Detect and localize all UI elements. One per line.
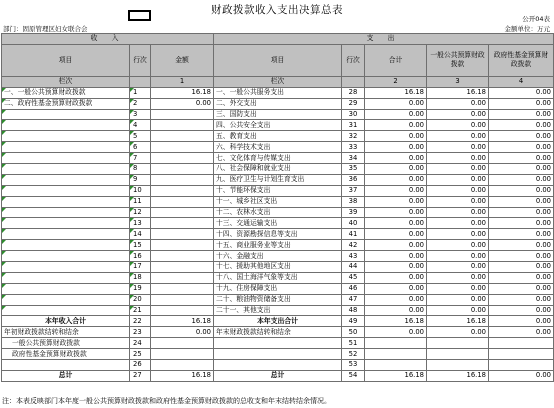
income-rowno-cell[interactable]: 26: [130, 360, 151, 371]
total-cell[interactable]: 0.00: [365, 327, 427, 338]
general-budget-cell[interactable]: 0.00: [427, 196, 489, 207]
expense-item-cell[interactable]: 二十一、其他支出: [214, 305, 342, 316]
expense-section-header: 支 出: [214, 34, 554, 45]
table-row: [2, 251, 554, 262]
expense-rowno-cell[interactable]: 36: [342, 174, 365, 185]
total-cell[interactable]: 16.18: [365, 370, 427, 381]
lanci-col2: 2: [365, 76, 427, 87]
total-cell[interactable]: 0.00: [365, 185, 427, 196]
expense-rowno-cell[interactable]: 48: [342, 305, 365, 316]
total-cell[interactable]: 16.18: [365, 87, 427, 98]
total-cell[interactable]: 0.00: [365, 240, 427, 251]
fund-budget-header: 政府性基金预算财政拨款: [489, 44, 554, 76]
expense-item-header: 项目: [214, 44, 342, 76]
expense-rowno-cell[interactable]: 34: [342, 153, 365, 164]
selected-cell[interactable]: [128, 10, 151, 21]
year-expense-total-label[interactable]: 本年支出合计: [214, 316, 342, 327]
expense-item-cell[interactable]: 十五、商业服务业等支出: [214, 240, 342, 251]
fund-budget-cell[interactable]: 0.00: [489, 283, 554, 294]
total-cell[interactable]: 0.00: [365, 164, 427, 175]
expense-item-cell[interactable]: [214, 338, 342, 349]
general-budget-cell[interactable]: 0.00: [427, 251, 489, 262]
income-rowno-cell[interactable]: 5: [130, 131, 151, 142]
expense-rowno-cell[interactable]: 32: [342, 131, 365, 142]
fund-budget-cell[interactable]: 0.00: [489, 370, 554, 381]
expense-rowno-cell[interactable]: 51: [342, 338, 365, 349]
total-cell[interactable]: [365, 349, 427, 360]
general-budget-cell[interactable]: [427, 338, 489, 349]
income-item-cell[interactable]: 一、一般公共预算财政拨款: [2, 87, 130, 98]
expense-item-cell[interactable]: 十三、交通运输支出: [214, 218, 342, 229]
income-amount-cell[interactable]: [151, 185, 214, 196]
income-rowno-cell[interactable]: 7: [130, 153, 151, 164]
footnote: 注：本表反映部门本年度一般公共预算财政拨款和政府性基金预算财政拨款的总收支和年末结转结余情况。: [2, 397, 331, 405]
income-rowno-cell[interactable]: 25: [130, 349, 151, 360]
income-rowno-cell[interactable]: 11: [130, 196, 151, 207]
general-budget-cell[interactable]: 0.00: [427, 120, 489, 131]
income-item-cell[interactable]: [2, 262, 130, 273]
total-cell[interactable]: 0.00: [365, 283, 427, 294]
general-budget-cell[interactable]: 0.00: [427, 305, 489, 316]
total-cell[interactable]: 0.00: [365, 305, 427, 316]
total-cell[interactable]: 0.00: [365, 196, 427, 207]
table-row: [2, 262, 554, 273]
expense-rowno-cell[interactable]: 42: [342, 240, 365, 251]
total-cell[interactable]: 0.00: [365, 272, 427, 283]
fund-budget-cell[interactable]: 0.00: [489, 207, 554, 218]
income-item-cell[interactable]: [2, 305, 130, 316]
expense-item-cell[interactable]: [214, 360, 342, 371]
expense-rowno-cell[interactable]: 39: [342, 207, 365, 218]
lanci-label-left: 栏次: [2, 76, 130, 87]
general-budget-cell[interactable]: 0.00: [427, 229, 489, 240]
table-row: [2, 360, 554, 371]
expense-rowno-cell[interactable]: 31: [342, 120, 365, 131]
income-item-cell[interactable]: [2, 185, 130, 196]
lanci-col1: 1: [151, 76, 214, 87]
fund-budget-cell[interactable]: 0.00: [489, 196, 554, 207]
fund-budget-cell[interactable]: 0.00: [489, 142, 554, 153]
table-row: [2, 218, 554, 229]
income-amount-cell[interactable]: [151, 120, 214, 131]
income-item-cell[interactable]: 二、政府性基金预算财政拨款: [2, 98, 130, 109]
fund-budget-cell[interactable]: 0.00: [489, 120, 554, 131]
table-body: [2, 34, 554, 382]
expense-rowno-cell[interactable]: 40: [342, 218, 365, 229]
table-row: [2, 196, 554, 207]
income-rowno-cell[interactable]: 21: [130, 305, 151, 316]
income-amount-cell[interactable]: [151, 109, 214, 120]
total-cell[interactable]: 0.00: [365, 262, 427, 273]
lanci-cell: [130, 76, 151, 87]
general-budget-cell[interactable]: 16.18: [427, 87, 489, 98]
general-budget-cell[interactable]: 16.18: [427, 316, 489, 327]
general-budget-cell[interactable]: 0.00: [427, 240, 489, 251]
general-budget-cell[interactable]: [427, 349, 489, 360]
expense-item-cell[interactable]: 四、公共安全支出: [214, 120, 342, 131]
expense-item-cell[interactable]: 十一、城乡社区支出: [214, 196, 342, 207]
page-title: 财政拨款收入支出决算总表: [211, 4, 343, 16]
income-item-cell[interactable]: [2, 251, 130, 262]
expense-item-cell[interactable]: 十、节能环保支出: [214, 185, 342, 196]
opening-balance-label[interactable]: 年初财政拨款结转和结余: [2, 327, 130, 338]
income-item-cell[interactable]: [2, 120, 130, 131]
total-cell[interactable]: 0.00: [365, 120, 427, 131]
general-budget-cell[interactable]: 0.00: [427, 174, 489, 185]
table-row: [2, 327, 554, 338]
general-budget-cell[interactable]: 0.00: [427, 262, 489, 273]
general-budget-cell[interactable]: 0.00: [427, 153, 489, 164]
income-amount-cell[interactable]: 0.00: [151, 98, 214, 109]
expense-item-cell[interactable]: 十九、住房保障支出: [214, 283, 342, 294]
fund-budget-cell[interactable]: 0.00: [489, 87, 554, 98]
column-header-row: [2, 44, 554, 76]
table-row: [2, 349, 554, 360]
income-rowno-cell[interactable]: 1: [130, 87, 151, 98]
expense-item-cell[interactable]: 十四、资源勘探信息等支出: [214, 229, 342, 240]
table-row: [2, 164, 554, 175]
expense-rowno-cell[interactable]: 52: [342, 349, 365, 360]
total-cell[interactable]: 0.00: [365, 131, 427, 142]
income-rowno-cell[interactable]: 13: [130, 218, 151, 229]
unit-label: 金额单位：万元: [504, 25, 550, 33]
fund-budget-cell[interactable]: 0.00: [489, 251, 554, 262]
expense-rowno-cell[interactable]: 33: [342, 142, 365, 153]
general-budget-cell[interactable]: 0.00: [427, 272, 489, 283]
total-cell[interactable]: [365, 360, 427, 371]
expense-rowno-cell[interactable]: 44: [342, 262, 365, 273]
income-item-cell[interactable]: [2, 164, 130, 175]
table-row: [2, 370, 554, 381]
table-row: [2, 338, 554, 349]
income-amount-cell[interactable]: [151, 272, 214, 283]
expense-rowno-cell[interactable]: 50: [342, 327, 365, 338]
total-cell[interactable]: 0.00: [365, 153, 427, 164]
total-header: 合计: [365, 44, 427, 76]
table-row: [2, 283, 554, 294]
general-budget-cell[interactable]: 0.00: [427, 218, 489, 229]
total-cell[interactable]: 0.00: [365, 229, 427, 240]
fund-budget-cell[interactable]: [489, 360, 554, 371]
table-row: [2, 185, 554, 196]
fund-budget-cell[interactable]: 0.00: [489, 316, 554, 327]
fund-budget-cell[interactable]: 0.00: [489, 272, 554, 283]
general-budget-cell[interactable]: 0.00: [427, 207, 489, 218]
expense-item-cell[interactable]: 十八、国土海洋气象等支出: [214, 272, 342, 283]
expense-rowno-header: 行次: [342, 44, 365, 76]
general-budget-cell[interactable]: [427, 360, 489, 371]
income-amount-cell[interactable]: 16.18: [151, 370, 214, 381]
expense-item-cell[interactable]: [214, 349, 342, 360]
income-rowno-cell[interactable]: 19: [130, 283, 151, 294]
fund-budget-cell[interactable]: 0.00: [489, 240, 554, 251]
table-row: [2, 229, 554, 240]
income-amount-cell[interactable]: [151, 207, 214, 218]
income-rowno-cell[interactable]: 23: [130, 327, 151, 338]
income-amount-cell[interactable]: [151, 338, 214, 349]
income-rowno-header: 行次: [130, 44, 151, 76]
fund-budget-cell[interactable]: 0.00: [489, 218, 554, 229]
table-row: [2, 153, 554, 164]
income-amount-cell[interactable]: [151, 229, 214, 240]
expense-item-cell[interactable]: 十二、农林水支出: [214, 207, 342, 218]
income-amount-cell[interactable]: [151, 153, 214, 164]
opening-fund-label[interactable]: 政府性基金预算财政拨款: [2, 349, 130, 360]
grand-total-label-right[interactable]: 总计: [214, 370, 342, 381]
income-rowno-cell[interactable]: 22: [130, 316, 151, 327]
income-item-cell[interactable]: [2, 174, 130, 185]
expense-item-cell[interactable]: 二、外交支出: [214, 98, 342, 109]
general-budget-cell[interactable]: 0.00: [427, 185, 489, 196]
income-amount-cell[interactable]: [151, 349, 214, 360]
fund-budget-cell[interactable]: 0.00: [489, 153, 554, 164]
lanci-label-right: 栏次: [214, 76, 342, 87]
income-rowno-cell[interactable]: 9: [130, 174, 151, 185]
table-row: [2, 305, 554, 316]
total-cell[interactable]: 0.00: [365, 142, 427, 153]
closing-balance-label[interactable]: 年末财政拨款结转和结余: [214, 327, 342, 338]
fund-budget-cell[interactable]: 0.00: [489, 262, 554, 273]
income-amount-cell[interactable]: [151, 262, 214, 273]
expense-item-cell[interactable]: 五、教育支出: [214, 131, 342, 142]
income-section-header: 收 入: [2, 34, 214, 45]
total-cell[interactable]: 0.00: [365, 174, 427, 185]
income-rowno-cell[interactable]: 16: [130, 251, 151, 262]
expense-rowno-cell[interactable]: 28: [342, 87, 365, 98]
income-amount-cell[interactable]: [151, 131, 214, 142]
section-header-row: [2, 34, 554, 45]
expense-rowno-cell[interactable]: 54: [342, 370, 365, 381]
fund-budget-cell[interactable]: 0.00: [489, 327, 554, 338]
table-row: [2, 98, 554, 109]
expense-rowno-cell[interactable]: 37: [342, 185, 365, 196]
total-cell[interactable]: 0.00: [365, 251, 427, 262]
expense-item-cell[interactable]: 八、社会保障和就业支出: [214, 164, 342, 175]
year-income-total-label[interactable]: 本年收入合计: [2, 316, 130, 327]
total-cell[interactable]: 16.18: [365, 316, 427, 327]
general-budget-cell[interactable]: 0.00: [427, 283, 489, 294]
income-amount-cell[interactable]: 16.18: [151, 316, 214, 327]
general-budget-cell[interactable]: 0.00: [427, 131, 489, 142]
budget-table: [1, 33, 554, 382]
income-amount-cell[interactable]: 0.00: [151, 327, 214, 338]
expense-item-cell[interactable]: 九、医疗卫生与计划生育支出: [214, 174, 342, 185]
general-budget-cell[interactable]: 0.00: [427, 142, 489, 153]
income-item-cell[interactable]: [2, 153, 130, 164]
fund-budget-cell[interactable]: 0.00: [489, 131, 554, 142]
general-budget-cell[interactable]: 0.00: [427, 98, 489, 109]
expense-item-cell[interactable]: 七、文化体育与传媒支出: [214, 153, 342, 164]
expense-rowno-cell[interactable]: 47: [342, 294, 365, 305]
income-amount-cell[interactable]: [151, 240, 214, 251]
fund-budget-cell[interactable]: 0.00: [489, 305, 554, 316]
income-amount-cell[interactable]: [151, 360, 214, 371]
expense-rowno-cell[interactable]: 49: [342, 316, 365, 327]
fund-budget-cell[interactable]: [489, 338, 554, 349]
fund-budget-cell[interactable]: 0.00: [489, 294, 554, 305]
expense-item-cell[interactable]: 二十、粮油物资储备支出: [214, 294, 342, 305]
expense-item-cell[interactable]: 三、国防支出: [214, 109, 342, 120]
income-rowno-cell[interactable]: 18: [130, 272, 151, 283]
income-item-cell[interactable]: [2, 131, 130, 142]
opening-general-label[interactable]: 一般公共预算财政拨款: [2, 338, 130, 349]
lanci-cell: [342, 76, 365, 87]
grand-total-label-left[interactable]: 总计: [2, 370, 130, 381]
income-rowno-cell[interactable]: 6: [130, 142, 151, 153]
lanci-row: [2, 76, 554, 87]
income-item-cell[interactable]: [2, 196, 130, 207]
table-row: [2, 131, 554, 142]
total-cell[interactable]: 0.00: [365, 98, 427, 109]
income-item-cell[interactable]: [2, 294, 130, 305]
table-row: [2, 109, 554, 120]
expense-rowno-cell[interactable]: 29: [342, 98, 365, 109]
income-rowno-cell[interactable]: 10: [130, 185, 151, 196]
income-amount-cell[interactable]: [151, 174, 214, 185]
table-row: [2, 240, 554, 251]
table-row: [2, 142, 554, 153]
expense-rowno-cell[interactable]: 38: [342, 196, 365, 207]
expense-item-cell[interactable]: 十六、金融支出: [214, 251, 342, 262]
expense-rowno-cell[interactable]: 35: [342, 164, 365, 175]
income-item-cell[interactable]: [2, 142, 130, 153]
income-rowno-cell[interactable]: 27: [130, 370, 151, 381]
total-cell[interactable]: 0.00: [365, 294, 427, 305]
income-amount-cell[interactable]: [151, 305, 214, 316]
income-rowno-cell[interactable]: 24: [130, 338, 151, 349]
income-amount-header: 金额: [151, 44, 214, 76]
expense-rowno-cell[interactable]: 45: [342, 272, 365, 283]
income-item-cell[interactable]: [2, 218, 130, 229]
expense-rowno-cell[interactable]: 43: [342, 251, 365, 262]
income-amount-cell[interactable]: [151, 142, 214, 153]
table-row: [2, 120, 554, 131]
fund-budget-cell[interactable]: 0.00: [489, 98, 554, 109]
fund-budget-cell[interactable]: 0.00: [489, 174, 554, 185]
income-item-cell[interactable]: [2, 109, 130, 120]
income-rowno-cell[interactable]: 12: [130, 207, 151, 218]
income-rowno-cell[interactable]: 2: [130, 98, 151, 109]
income-rowno-cell[interactable]: 3: [130, 109, 151, 120]
fund-budget-cell[interactable]: 0.00: [489, 164, 554, 175]
income-item-header: 项目: [2, 44, 130, 76]
general-budget-cell[interactable]: 0.00: [427, 327, 489, 338]
fund-budget-cell[interactable]: 0.00: [489, 185, 554, 196]
table-row: [2, 316, 554, 327]
income-amount-cell[interactable]: [151, 251, 214, 262]
fund-budget-cell[interactable]: 0.00: [489, 229, 554, 240]
lanci-col3: 3: [427, 76, 489, 87]
general-budget-cell[interactable]: 16.18: [427, 370, 489, 381]
income-amount-cell[interactable]: [151, 164, 214, 175]
department-label: 部门：固原管理区妇女联合会: [3, 25, 88, 33]
table-row: [2, 294, 554, 305]
expense-rowno-cell[interactable]: 46: [342, 283, 365, 294]
total-cell[interactable]: 0.00: [365, 207, 427, 218]
income-amount-cell[interactable]: [151, 218, 214, 229]
income-rowno-cell[interactable]: 8: [130, 164, 151, 175]
income-rowno-cell[interactable]: 4: [130, 120, 151, 131]
income-amount-cell[interactable]: [151, 294, 214, 305]
income-amount-cell[interactable]: 16.18: [151, 87, 214, 98]
income-item-cell[interactable]: [2, 272, 130, 283]
general-budget-header: 一般公共预算财政拨款: [427, 44, 489, 76]
expense-rowno-cell[interactable]: 53: [342, 360, 365, 371]
expense-item-cell[interactable]: 十七、援助其他地区支出: [214, 262, 342, 273]
form-code: 公开04表: [522, 15, 550, 23]
table-row: [2, 87, 554, 98]
expense-item-cell[interactable]: 一、一般公共服务支出: [214, 87, 342, 98]
lanci-col4: 4: [489, 76, 554, 87]
total-cell[interactable]: [365, 338, 427, 349]
general-budget-cell[interactable]: 0.00: [427, 164, 489, 175]
fund-budget-cell[interactable]: 0.00: [489, 109, 554, 120]
income-rowno-cell[interactable]: 15: [130, 240, 151, 251]
income-amount-cell[interactable]: [151, 196, 214, 207]
expense-item-cell[interactable]: 六、科学技术支出: [214, 142, 342, 153]
income-item-cell[interactable]: [2, 207, 130, 218]
income-item-cell[interactable]: [2, 240, 130, 251]
table-row: [2, 272, 554, 283]
general-budget-cell[interactable]: 0.00: [427, 294, 489, 305]
fund-budget-cell[interactable]: [489, 349, 554, 360]
general-budget-cell[interactable]: 0.00: [427, 109, 489, 120]
expense-rowno-cell[interactable]: 30: [342, 109, 365, 120]
income-item-cell[interactable]: [2, 229, 130, 240]
income-item-cell[interactable]: [2, 360, 130, 371]
income-rowno-cell[interactable]: 17: [130, 262, 151, 273]
income-rowno-cell[interactable]: 14: [130, 229, 151, 240]
expense-rowno-cell[interactable]: 41: [342, 229, 365, 240]
total-cell[interactable]: 0.00: [365, 218, 427, 229]
income-item-cell[interactable]: [2, 283, 130, 294]
table-row: [2, 207, 554, 218]
total-cell[interactable]: 0.00: [365, 109, 427, 120]
income-amount-cell[interactable]: [151, 283, 214, 294]
income-rowno-cell[interactable]: 20: [130, 294, 151, 305]
table-row: [2, 174, 554, 185]
